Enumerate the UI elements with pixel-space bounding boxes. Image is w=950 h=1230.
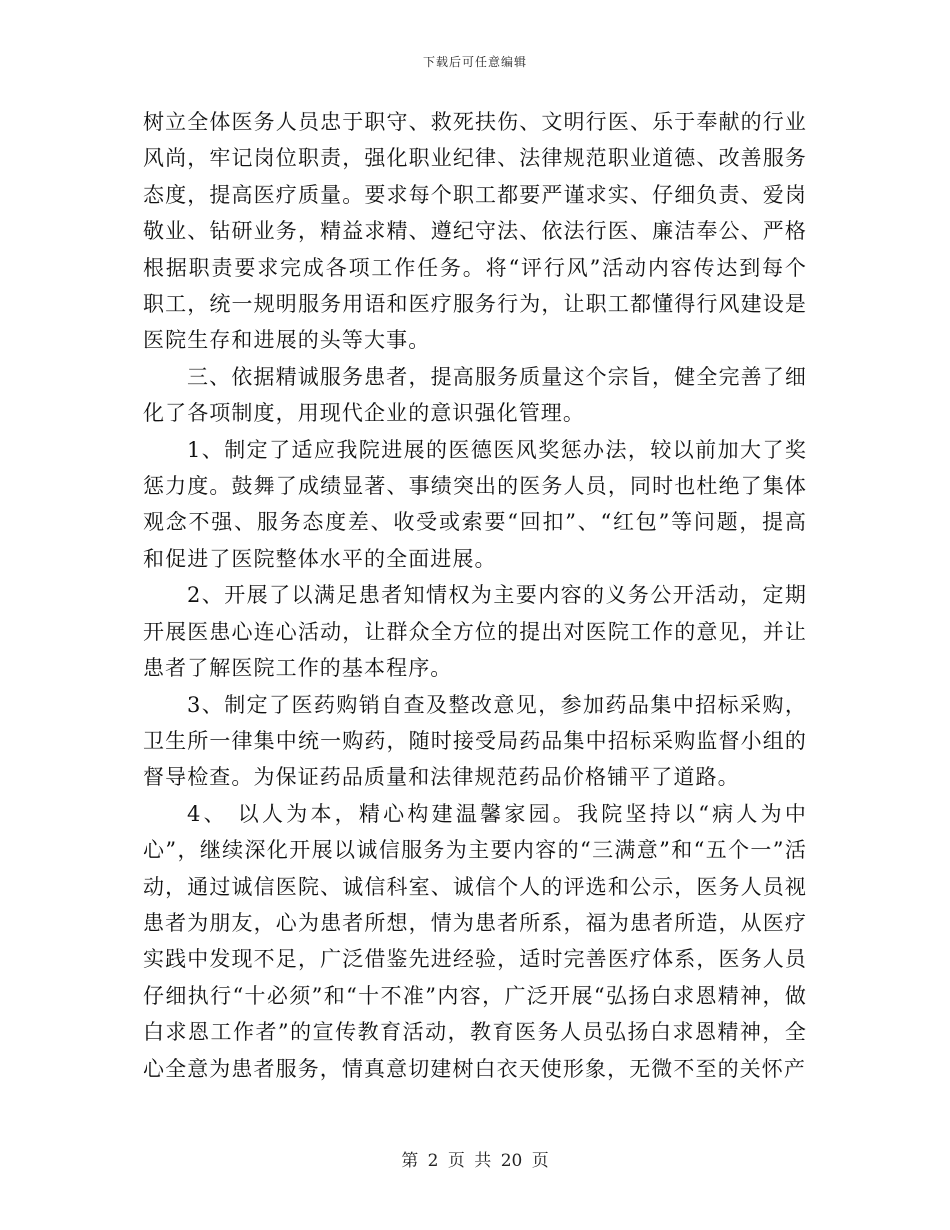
page-number-footer: 第 2 页 共 20 页 — [401, 1151, 549, 1171]
body-paragraph: 4、 以人为本，精心构建温馨家园。我院坚持以“病人为中心”，继续深化开展以诚信服务为主要内容的“三满意”和“五个一”活动，通过诚信医院、诚信科室、诚信个人的评选和公示，医务人员视患者为朋友，心为患者所想，情为患者所系，福为患者所造，从医疗实践中发现不足，广泛借鉴先进经验，适时完善医疗体系，医务人员仔细执行“十必须”和“十不准”内容，广泛开展“弘扬白求恩精神，做白求恩工作者”的宣传教育活动，教育医务人员弘扬白求恩精神，全心全意为患者服务，情真意切建树白衣天使形象，无微不至的关怀产 — [143, 801, 807, 1081]
document-body — [143, 104, 807, 1087]
body-paragraph: 三、依据精诚服务患者，提高服务质量这个宗旨，健全完善了细化了各项制度，用现代企业的意识强化管理。 — [143, 364, 807, 426]
body-paragraph: 3、制定了医药购销自查及整改意见，参加药品集中招标采购，卫生所一律集中统一购药，随时接受局药品集中招标采购监督小组的督导检查。为保证药品质量和法律规范药品价格铺平了道路。 — [143, 692, 807, 790]
body-paragraph: 1、制定了适应我院进展的医德医风奖惩办法，较以前加大了奖惩力度。鼓舞了成绩显著、事绩突出的医务人员，同时也杜绝了集体观念不强、服务态度差、收受或索要“回扣”、“红包”等问题，提高和促进了医院整体水平的全面进展。 — [143, 437, 807, 571]
body-paragraph: 2、开展了以满足患者知情权为主要内容的义务公开活动，定期开展医患心连心活动，让群众全方位的提出对医院工作的意见，并让患者了解医院工作的基本程序。 — [143, 583, 807, 681]
page-header: 下载后可任意编辑 — [422, 55, 527, 69]
body-paragraph: 树立全体医务人员忠于职守、救死扶伤、文明行医、乐于奉献的行业风尚，牢记岗位职责，强化职业纪律、法律规范职业道德、改善服务态度，提高医疗质量。要求每个职工都要严谨求实、仔细负责、爱岗敬业、钻研业务，精益求精、遵纪守法、依法行医、廉洁奉公、严格根据职责要求完成各项工作任务。将“评行风”活动内容传达到每个职工，统一规明服务用语和医疗服务行为，让职工都懂得行风建设是医院生存和进展的头等大事。 — [143, 110, 807, 353]
